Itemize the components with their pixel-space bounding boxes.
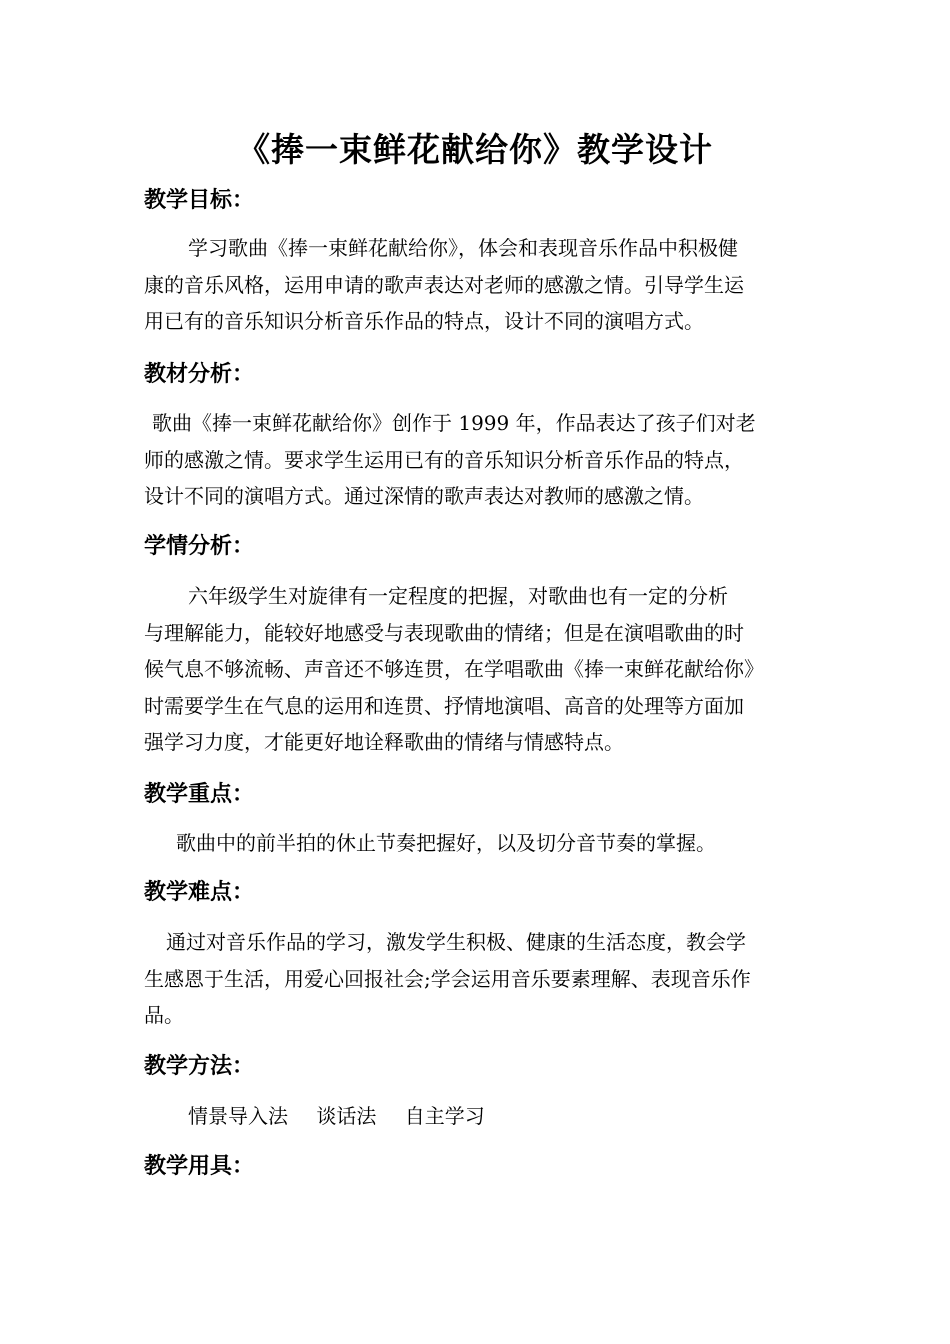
method-item: 自主学习: [404, 1104, 485, 1128]
section-heading-teaching-aids: 教学用具：: [144, 1154, 255, 1179]
method-item: 谈话法: [316, 1104, 377, 1128]
section-body-key-points: [144, 825, 808, 862]
paragraph-line: 品。: [144, 1003, 184, 1027]
section-body-objectives: [144, 230, 808, 340]
section-heading-methods: 教学方法：: [144, 1054, 255, 1079]
paragraph-line: 通过对音乐作品的学习，激发学生积极、健康的生活态度，教会学: [166, 930, 746, 954]
document-title: 《捧一束鲜花献给你》教学设计: [237, 130, 713, 169]
section-body-difficulties: [144, 924, 808, 1034]
paragraph-line: 歌曲《捧一束鲜花献给你》创作于 1999 年，作品表达了孩子们对老: [152, 411, 756, 435]
paragraph-line: 用已有的音乐知识分析音乐作品的特点，设计不同的演唱方式。: [144, 309, 704, 333]
paragraph-line: 生感恩于生活，用爱心回报社会;学会运用音乐要素理解、表现音乐作: [144, 966, 751, 991]
paragraph-line: 设计不同的演唱方式。通过深情的歌声表达对教师的感激之情。: [144, 484, 704, 508]
methods-list: [188, 1098, 507, 1134]
section-body-student-analysis: [144, 578, 808, 761]
paragraph-line: 康的音乐风格，运用申请的歌声表达对老师的感激之情。引导学生运: [144, 272, 744, 297]
section-body-material-analysis: [144, 405, 808, 515]
paragraph-line: 六年级学生对旋律有一定程度的把握，对歌曲也有一定的分析: [188, 584, 728, 608]
section-heading-difficulties: 教学难点：: [144, 880, 255, 905]
paragraph-line: 师的感激之情。要求学生运用已有的音乐知识分析音乐作品的特点，: [144, 447, 744, 472]
method-item: 情景导入法: [188, 1104, 288, 1128]
paragraph-line: 歌曲中的前半拍的休止节奏把握好，以及切分音节奏的掌握。: [176, 831, 716, 855]
paragraph-line: 时需要学生在气息的运用和连贯、抒情地演唱、高音的处理等方面加: [144, 693, 744, 718]
section-heading-objectives: 教学目标：: [144, 188, 255, 213]
paragraph-line: 强学习力度，才能更好地诠释歌曲的情绪与情感特点。: [144, 730, 624, 754]
paragraph-line: 与理解能力，能较好地感受与表现歌曲的情绪；但是在演唱歌曲的时: [144, 620, 744, 645]
section-heading-key-points: 教学重点：: [144, 782, 255, 807]
section-heading-student-analysis: 学情分析：: [144, 534, 255, 559]
section-heading-material-analysis: 教材分析：: [144, 362, 255, 387]
paragraph-line: 学习歌曲《捧一束鲜花献给你》，体会和表现音乐作品中积极健: [188, 236, 738, 260]
paragraph-line: 候气息不够流畅、声音还不够连贯，在学唱歌曲《捧一束鲜花献给你》: [144, 657, 764, 681]
